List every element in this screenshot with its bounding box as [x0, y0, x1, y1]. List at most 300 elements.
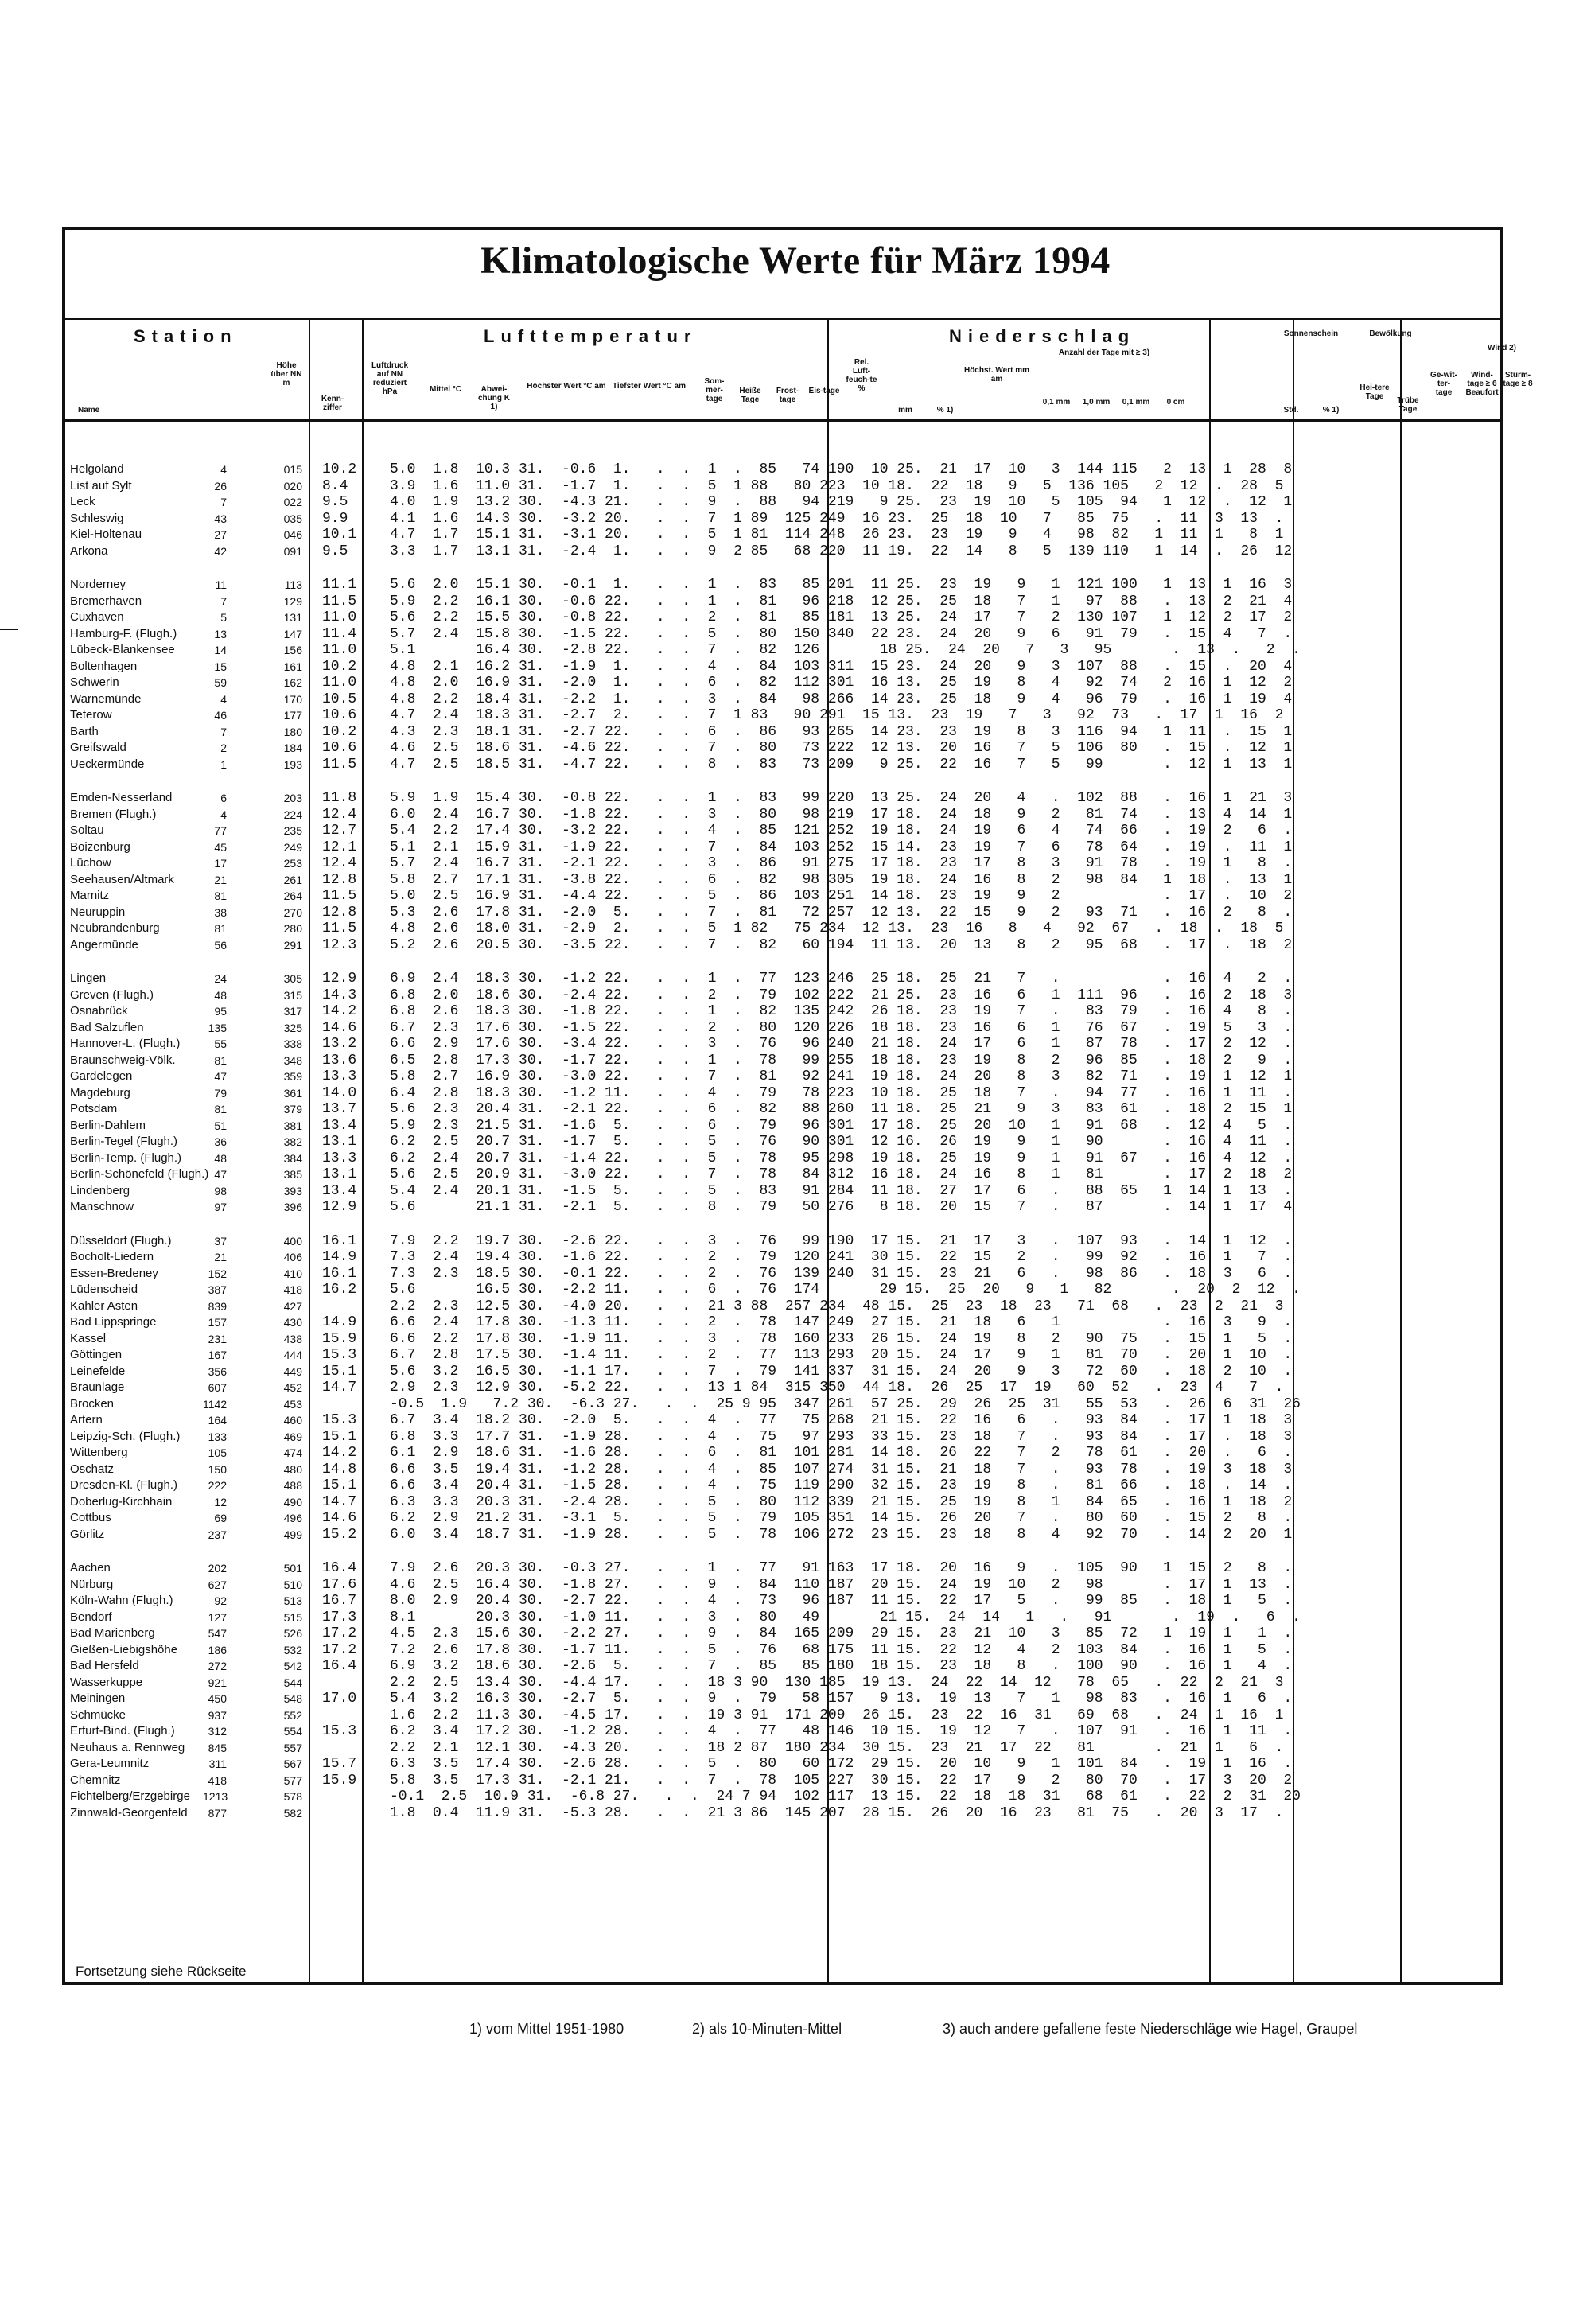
station-height: 4: [220, 692, 227, 706]
pressure-value: 13.1: [322, 1166, 357, 1182]
station-code: 544: [283, 1676, 302, 1689]
table-row: [0, 1477, 1591, 1494]
station-name: Manschnow: [70, 1200, 134, 1213]
station-height: 51: [214, 1119, 227, 1132]
station-height: 36: [214, 1135, 227, 1148]
station-name: Neuruppin: [70, 905, 126, 919]
station-height: 13: [214, 627, 227, 640]
station-height: 21: [214, 1251, 227, 1263]
station-height: 937: [208, 1708, 227, 1722]
station-height: 81: [214, 890, 227, 902]
station-height: 98: [214, 1184, 227, 1197]
station-code: 147: [283, 627, 302, 640]
climate-values: 5.1 16.4 30. -2.8 22. . . 7 . 82 126 18 25. 24 20 7 3 95 . 13 . 2 .: [390, 642, 1301, 658]
pressure-value: 9.9: [322, 510, 348, 527]
station-name: Bremen (Flugh.): [70, 807, 157, 821]
pressure-value: 15.1: [322, 1477, 357, 1493]
table-row: [0, 1233, 1591, 1250]
station-name: Braunschweig-Völk.: [70, 1053, 176, 1067]
header-nied-pct: % 1): [936, 406, 954, 415]
pressure-value: 14.7: [322, 1380, 357, 1396]
station-group: [0, 971, 1591, 1216]
station-height: 1142: [203, 1397, 228, 1411]
station-code: 552: [283, 1708, 302, 1722]
pressure-value: 10.6: [322, 740, 357, 756]
table-row: [0, 1707, 1591, 1724]
table-row: [0, 1282, 1591, 1298]
station-name: Bremerhaven: [70, 594, 142, 608]
station-code: 490: [283, 1495, 302, 1508]
station-name: Berlin-Schönefeld (Flugh.): [70, 1167, 209, 1181]
pressure-value: 16.1: [322, 1232, 357, 1249]
table-row: [0, 1462, 1591, 1478]
table-row: [0, 971, 1591, 987]
climate-values: 2.2 2.3 12.5 30. -4.0 20. . . 21 3 88 257 234 48 15. 25 23 18 23 71 68 . 23 2 21 3: [390, 1298, 1284, 1314]
station-height: 272: [208, 1660, 227, 1672]
page-title: Klimatologische Werte für März 1994: [480, 239, 1111, 282]
climate-values: 5.8 2.7 16.9 30. -3.0 22. . . 7 . 81 92 241 19 18. 24 20 8 3 82 71 . 19 1 12 1: [390, 1069, 1293, 1084]
pressure-value: 13.6: [322, 1052, 357, 1069]
climate-values: 5.7 2.4 16.7 31. -2.1 22. . . 3 . 86 91 275 17 18. 23 17 8 3 91 78 . 19 1 8 .: [390, 855, 1293, 871]
climate-values: 5.8 2.7 17.1 31. -3.8 22. . . 6 . 82 98 305 19 18. 24 16 8 2 98 84 1 18 . 13 1: [390, 871, 1293, 888]
station-height: 2: [220, 742, 227, 754]
climate-values: 6.0 2.4 16.7 30. -1.8 22. . . 3 . 80 98 219 17 18. 24 18 9 2 81 74 . 13 4 14 1: [390, 806, 1293, 823]
table-row: [0, 1691, 1591, 1707]
station-name: Gießen-Liebigshöhe: [70, 1642, 178, 1656]
station-code: 280: [283, 922, 302, 935]
station-code: 170: [283, 692, 302, 706]
pressure-value: 13.1: [322, 1134, 357, 1150]
header-sturmtage: Sturm-tage ≥ 8: [1503, 371, 1533, 388]
station-group: [0, 461, 1591, 559]
station-name: Göttingen: [70, 1348, 123, 1361]
footnote-2: 2) als 10-Minuten-Mittel: [692, 2021, 842, 2037]
station-height: 27: [214, 528, 227, 541]
header-luftdruck: Luftdruck auf NN reduziert hPa: [371, 361, 409, 396]
station-height: 48: [214, 988, 227, 1002]
climate-values: 4.1 1.6 14.3 30. -3.2 20. . . 7 1 89 125 249 16 23. 25 18 10 7 85 75 . 11 3 13 .: [390, 510, 1284, 527]
table-row: [0, 757, 1591, 773]
station-code: 557: [283, 1741, 302, 1754]
table-row: [0, 1085, 1591, 1102]
station-height: 6: [220, 792, 227, 804]
header-nied-mm: mm: [898, 406, 912, 415]
table-row: [0, 1166, 1591, 1183]
station-height: 222: [208, 1479, 227, 1492]
table-row: [0, 1101, 1591, 1118]
pressure-value: 11.0: [322, 675, 357, 691]
pressure-value: 17.6: [322, 1576, 357, 1593]
header-std: Std.: [1283, 406, 1299, 415]
table-row: [0, 691, 1591, 708]
station-height: 152: [208, 1267, 227, 1280]
table-row: [0, 1412, 1591, 1429]
table-row: [0, 1577, 1591, 1594]
station-name: Warnemünde: [70, 691, 142, 706]
station-code: 235: [283, 824, 302, 837]
climate-values: 6.8 3.3 17.7 31. -1.9 28. . . 4 . 75 97 293 33 15. 23 18 7 . 93 84 . 17 . 18 3: [390, 1428, 1293, 1445]
station-name: Wasserkuppe: [70, 1675, 143, 1689]
station-rows: [0, 461, 1591, 1839]
station-height: 43: [214, 512, 227, 525]
station-name: Cottbus: [70, 1511, 111, 1524]
table-row: [0, 577, 1591, 594]
pressure-value: 15.2: [322, 1526, 357, 1543]
station-code: 161: [283, 660, 302, 673]
footnote-1: 1) vom Mittel 1951-1980: [469, 2021, 624, 2037]
table-row: [0, 724, 1591, 741]
pressure-value: 12.1: [322, 839, 357, 855]
station-name: Neuhaus a. Rennweg: [70, 1740, 185, 1754]
station-name: Berlin-Temp. (Flugh.): [70, 1150, 182, 1165]
climate-values: 5.9 1.9 15.4 30. -0.8 22. . . 1 . 83 99 220 13 25. 24 20 4 . 102 88 . 16 1 21 3: [390, 790, 1293, 806]
header-sonne-pct: % 1): [1322, 406, 1340, 415]
table-row: [0, 823, 1591, 839]
climate-values: 6.2 2.5 20.7 31. -1.7 5. . . 5 . 76 90 301 12 16. 26 19 9 1 90 . 16 4 11 .: [390, 1134, 1293, 1150]
station-code: 203: [283, 792, 302, 804]
station-height: 4: [220, 808, 227, 821]
climate-values: 4.6 2.5 16.4 30. -1.8 27. . . 9 . 84 110 187 20 15. 24 19 10 2 98 . 17 1 13 .: [390, 1576, 1293, 1593]
station-code: 131: [283, 611, 302, 624]
station-height: 150: [208, 1462, 227, 1476]
climate-values: 5.4 3.2 16.3 30. -2.7 5. . . 9 . 79 58 157 9 13. 19 13 7 1 98 83 . 16 1 6 .: [390, 1691, 1293, 1707]
climate-values: 5.6 2.2 15.5 30. -0.8 22. . . 2 . 81 85 181 13 25. 24 17 7 2 130 107 1 12 2 17 2: [390, 609, 1293, 625]
climate-values: 6.1 2.9 18.6 31. -1.6 28. . . 6 . 81 101 281 14 18. 26 22 7 2 78 61 . 20 . 6 .: [390, 1445, 1293, 1461]
climate-values: 7.2 2.6 17.8 30. -1.7 11. . . 5 . 76 68 175 11 15. 22 12 4 2 103 84 . 16 1 5 .: [390, 1641, 1293, 1658]
station-name: Lindenberg: [70, 1183, 130, 1197]
climate-values: 6.6 3.4 20.4 31. -1.5 28. . . 4 . 75 119 290 32 15. 23 19 8 . 81 66 . 18 . 14 .: [390, 1477, 1293, 1493]
station-code: 526: [283, 1627, 302, 1640]
table-row: [0, 609, 1591, 626]
climate-values: 5.7 2.4 15.8 30. -1.5 22. . . 5 . 80 150 340 22 23. 24 20 9 6 91 79 . 15 4 7 .: [390, 625, 1293, 642]
pressure-value: 12.9: [322, 1199, 357, 1215]
station-name: Cuxhaven: [70, 610, 124, 624]
pressure-value: 15.3: [322, 1347, 357, 1363]
station-code: 449: [283, 1364, 302, 1378]
station-name: Gardelegen: [70, 1069, 133, 1083]
station-name: Chemnitz: [70, 1773, 121, 1787]
station-height: 627: [208, 1578, 227, 1591]
station-code: 499: [283, 1528, 302, 1541]
table-row: [0, 1069, 1591, 1085]
station-height: 7: [220, 594, 227, 608]
station-name: Magdeburg: [70, 1085, 130, 1100]
station-name: Meiningen: [70, 1691, 126, 1705]
table-row: [0, 494, 1591, 511]
climate-values: 8.0 2.9 20.4 30. -2.7 22. . . 4 . 73 96 187 11 15. 22 17 5 . 99 85 . 18 1 5 .: [390, 1593, 1293, 1609]
header-hoechst-wert: Höchst. Wert mm am: [963, 366, 1030, 383]
pressure-value: 8.4: [322, 477, 348, 494]
station-height: 77: [214, 824, 227, 837]
table-row: [0, 1036, 1591, 1053]
station-name: Braunlage: [70, 1380, 125, 1394]
station-name: Barth: [70, 724, 99, 738]
pressure-value: 14.0: [322, 1084, 357, 1101]
station-code: 469: [283, 1430, 302, 1443]
pressure-value: 16.1: [322, 1265, 357, 1282]
table-row: [0, 937, 1591, 954]
table-row: [0, 1494, 1591, 1511]
station-name: Erfurt-Bind. (Flugh.): [70, 1724, 175, 1738]
station-group: [0, 577, 1591, 773]
station-name: Potsdam: [70, 1102, 118, 1115]
table-row: [0, 626, 1591, 643]
climate-values: 6.6 3.5 19.4 31. -1.2 28. . . 4 . 85 107 274 31 15. 21 18 7 . 93 78 . 19 3 18 3: [390, 1461, 1293, 1477]
station-name: Lübeck-Blankensee: [70, 643, 175, 656]
station-name: Leck: [70, 495, 95, 508]
station-height: 547: [208, 1627, 227, 1640]
station-height: 7: [220, 496, 227, 508]
station-code: 325: [283, 1021, 302, 1034]
station-name: Seehausen/Altmark: [70, 872, 174, 886]
pressure-value: 14.8: [322, 1461, 357, 1477]
pressure-value: 11.5: [322, 756, 357, 773]
pressure-value: 14.3: [322, 987, 357, 1003]
table-row: [0, 839, 1591, 856]
pressure-value: 12.8: [322, 871, 357, 888]
table-row: [0, 1020, 1591, 1037]
station-height: 167: [208, 1349, 227, 1361]
table-row: [0, 872, 1591, 889]
climate-values: 5.2 2.6 20.5 30. -3.5 22. . . 7 . 82 60 194 11 13. 20 13 8 2 95 68 . 17 . 18 2: [390, 936, 1293, 953]
table-row: [0, 888, 1591, 905]
station-code: 385: [283, 1168, 302, 1181]
station-height: 237: [208, 1528, 227, 1541]
station-code: 582: [283, 1806, 302, 1820]
climate-values: 5.4 2.4 20.1 31. -1.5 5. . . 5 . 83 91 284 11 18. 27 17 6 . 88 65 1 14 1 13 .: [390, 1182, 1293, 1199]
station-code: 400: [283, 1234, 302, 1248]
station-name: Kiel-Holtenau: [70, 527, 142, 541]
pressure-value: 15.3: [322, 1412, 357, 1428]
table-row: [0, 1510, 1591, 1527]
climate-values: 6.9 2.4 18.3 30. -1.2 22. . . 1 . 77 123 246 25 18. 25 21 7 . . 16 4 2 .: [390, 971, 1293, 987]
table-row: [0, 1183, 1591, 1200]
climate-values: 5.8 3.5 17.3 31. -2.1 21. . . 7 . 78 105 227 30 15. 22 17 9 2 80 70 . 17 3 20 2: [390, 1772, 1293, 1789]
station-name: Bendorf: [70, 1610, 112, 1624]
climate-values: 6.7 2.3 17.6 30. -1.5 22. . . 2 . 80 120 226 18 18. 23 16 6 1 76 67 . 19 5 3 .: [390, 1019, 1293, 1036]
station-name: Osnabrück: [70, 1004, 128, 1018]
station-name: Berlin-Tegel (Flugh.): [70, 1135, 178, 1148]
station-code: 418: [283, 1283, 302, 1296]
climate-values: 6.6 2.2 17.8 30. -1.9 11. . . 3 . 78 160 233 26 15. 24 19 8 2 90 75 . 15 1 5 .: [390, 1330, 1293, 1347]
header-niederschlag: Niederschlag: [949, 326, 1136, 346]
header-name: Name: [78, 406, 100, 415]
station-code: 046: [283, 528, 302, 541]
table-row: [0, 527, 1591, 543]
station-code: 396: [283, 1201, 302, 1213]
pressure-value: 9.5: [322, 494, 348, 510]
station-name: Angermünde: [70, 937, 138, 952]
pressure-value: 10.2: [322, 723, 357, 740]
table-row: [0, 707, 1591, 724]
station-code: 515: [283, 1610, 302, 1624]
station-code: 513: [283, 1594, 302, 1607]
station-height: 4: [220, 463, 227, 476]
station-name: Wittenberg: [70, 1446, 128, 1459]
climate-values: 6.6 2.4 17.8 30. -1.3 11. . . 2 . 78 147 249 27 15. 21 18 6 1 . 16 3 9 .: [390, 1314, 1293, 1330]
station-height: 21: [214, 873, 227, 886]
pressure-value: 16.7: [322, 1593, 357, 1609]
climate-values: 4.7 2.4 18.3 31. -2.7 2. . . 7 1 83 90 291 15 13. 23 19 7 3 92 73 . 17 1 16 2: [390, 707, 1284, 723]
station-name: Teterow: [70, 708, 112, 722]
station-height: 11: [215, 578, 227, 591]
station-name: Arkona: [70, 543, 108, 558]
table-row: [0, 1429, 1591, 1446]
climate-values: 7.3 2.3 18.5 30. -0.1 22. . . 2 . 76 139 240 31 15. 23 21 6 . 98 86 . 18 3 6 .: [390, 1265, 1293, 1282]
station-code: 474: [283, 1446, 302, 1459]
station-name: Ueckermünde: [70, 757, 145, 771]
climate-values: 5.4 2.2 17.4 30. -3.2 22. . . 4 . 85 121 252 19 18. 24 19 6 4 74 66 . 19 2 6 .: [390, 823, 1293, 839]
header-abweichung: Abwei-chung K 1): [478, 385, 510, 411]
climate-values: 5.6 3.2 16.5 30. -1.1 17. . . 7 . 79 141 337 31 15. 24 20 9 3 72 60 . 18 2 10 .: [390, 1363, 1293, 1380]
pressure-value: 11.4: [322, 625, 357, 642]
pressure-value: 11.8: [322, 790, 357, 806]
pressure-value: 15.9: [322, 1772, 357, 1789]
table-row: [0, 1347, 1591, 1364]
station-height: 26: [214, 479, 227, 492]
station-name: Oschatz: [70, 1462, 115, 1476]
station-height: 97: [214, 1201, 227, 1213]
climate-values: 5.6 2.0 15.1 30. -0.1 1. . . 1 . 83 85 201 11 25. 23 19 9 1 121 100 1 13 1 16 3: [390, 577, 1293, 593]
station-code: 184: [283, 742, 302, 754]
station-name: Görlitz: [70, 1527, 105, 1541]
climate-values: 6.3 3.3 20.3 31. -2.4 28. . . 5 . 80 112 339 21 15. 25 19 8 1 84 65 . 16 1 18 2: [390, 1493, 1293, 1510]
station-code: 193: [283, 757, 302, 771]
station-code: 532: [283, 1643, 302, 1656]
station-code: 577: [283, 1773, 302, 1787]
station-height: 17: [214, 857, 227, 870]
climate-values: 1.6 2.2 11.3 30. -4.5 17. . . 19 3 91 171 209 26 15. 23 22 16 31 69 68 . 24 1 16 1: [390, 1707, 1284, 1723]
station-height: 607: [208, 1381, 227, 1394]
pressure-value: 11.5: [322, 593, 357, 609]
table-row: [0, 1053, 1591, 1069]
station-code: 438: [283, 1332, 302, 1345]
pressure-value: 13.4: [322, 1182, 357, 1199]
station-group: [0, 790, 1591, 953]
pressure-value: 15.7: [322, 1756, 357, 1772]
station-height: 55: [214, 1037, 227, 1050]
station-code: 315: [283, 988, 302, 1002]
header-frosttage: Frost-tage: [776, 387, 799, 404]
station-height: 202: [208, 1562, 227, 1575]
climate-values: 5.6 2.5 20.9 31. -3.0 22. . . 7 . 78 84 312 16 18. 24 16 8 1 81 . 17 2 18 2: [390, 1166, 1293, 1182]
station-code: 317: [283, 1005, 302, 1018]
station-height: 450: [208, 1692, 227, 1705]
station-height: 127: [208, 1610, 227, 1624]
station-name: Zinnwald-Georgenfeld: [70, 1805, 188, 1820]
table-row: [0, 1445, 1591, 1462]
station-code: 567: [283, 1758, 302, 1770]
station-name: Neubrandenburg: [70, 921, 160, 935]
station-height: 387: [208, 1283, 227, 1296]
table-row: [0, 1740, 1591, 1757]
station-name: Marnitz: [70, 889, 110, 902]
table-row: [0, 905, 1591, 921]
pressure-value: 15.1: [322, 1428, 357, 1445]
station-name: Soltau: [70, 823, 104, 837]
table-row: [0, 543, 1591, 560]
station-height: 24: [214, 972, 227, 985]
table-row: [0, 461, 1591, 478]
pressure-value: 11.1: [322, 577, 357, 593]
header-mittel: Mittel °C: [429, 385, 462, 394]
station-name: Lüchow: [70, 856, 111, 870]
climate-values: 4.3 2.3 18.1 31. -2.7 22. . . 6 . 86 93 265 14 23. 23 19 8 3 116 94 1 11 . 15 1: [390, 723, 1293, 740]
station-code: 113: [284, 578, 302, 591]
station-name: Leipzig-Sch. (Flugh.): [70, 1429, 181, 1443]
station-name: Hamburg-F. (Flugh.): [70, 626, 177, 640]
station-code: 022: [283, 496, 302, 508]
header-kennziffer: Kenn-ziffer: [321, 395, 344, 412]
header-truebe: Trübe Tage: [1397, 396, 1419, 414]
pressure-value: 14.2: [322, 1003, 357, 1019]
table-row: [0, 675, 1591, 691]
station-code: 393: [283, 1184, 302, 1197]
climate-values: 6.0 3.4 18.7 31. -1.9 28. . . 5 . 78 106 272 23 15. 23 18 8 4 92 70 . 14 2 20 1: [390, 1526, 1293, 1543]
pressure-value: 12.7: [322, 823, 357, 839]
station-name: Kassel: [70, 1331, 107, 1345]
station-code: 427: [283, 1299, 302, 1313]
station-height: 921: [208, 1676, 227, 1689]
table-row: [0, 1560, 1591, 1577]
table-row: [0, 511, 1591, 527]
station-name: Helgoland: [70, 462, 124, 476]
station-code: 129: [283, 594, 302, 608]
header-wind: Wind 2): [1487, 344, 1516, 352]
climate-values: 4.8 2.2 18.4 31. -2.2 1. . . 3 . 84 98 266 14 23. 25 18 9 4 96 79 . 16 1 19 4: [390, 691, 1293, 707]
climate-values: 5.0 1.8 10.3 31. -0.6 1. . . 1 . 85 74 190 10 25. 21 17 10 3 144 115 2 13 1 28 8: [390, 461, 1293, 477]
climate-values: 4.0 1.9 13.2 30. -4.3 21. . . 9 . 88 94 219 9 25. 23 19 10 5 105 94 1 12 . 12 1: [390, 494, 1293, 510]
climate-values: -0.1 2.5 10.9 31. -6.8 27. . . 24 7 94 102 117 13 15. 22 18 18 31 68 61 . 22 2 31 20: [390, 1789, 1301, 1804]
station-name: Bad Hersfeld: [70, 1659, 139, 1672]
pressure-value: 14.7: [322, 1493, 357, 1510]
station-height: 59: [214, 676, 227, 689]
table-row: [0, 1003, 1591, 1020]
station-code: 501: [283, 1562, 302, 1575]
station-code: 488: [283, 1479, 302, 1492]
climate-values: 6.2 3.4 17.2 30. -1.2 28. . . 4 . 77 48 146 10 15. 19 12 7 . 107 91 . 16 1 11 .: [390, 1723, 1293, 1739]
station-name: Dresden-Kl. (Flugh.): [70, 1478, 178, 1492]
station-height: 95: [214, 1005, 227, 1018]
station-code: 180: [283, 725, 302, 738]
station-code: 015: [283, 463, 302, 476]
station-name: Essen-Bredeney: [70, 1266, 158, 1280]
table-row: [0, 1610, 1591, 1626]
pressure-value: 14.2: [322, 1445, 357, 1461]
table-row: [0, 1380, 1591, 1396]
station-name: Norderney: [70, 578, 126, 591]
table-row: [0, 807, 1591, 823]
station-code: 496: [283, 1512, 302, 1524]
climate-values: 6.2 2.9 21.2 31. -3.1 5. . . 5 . 79 105 351 14 15. 26 20 7 . 80 60 . 15 2 8 .: [390, 1510, 1293, 1526]
station-code: 453: [283, 1397, 302, 1411]
station-code: 035: [283, 512, 302, 525]
header-heisse-tage: Heiße Tage: [739, 387, 761, 404]
header-lufttemperatur: Lufttemperatur: [484, 326, 698, 346]
table-row: [0, 1150, 1591, 1167]
table-row: [0, 1266, 1591, 1283]
station-name: Doberlug-Kirchhain: [70, 1494, 173, 1508]
pressure-value: 15.3: [322, 1723, 357, 1739]
station-code: 510: [283, 1578, 302, 1591]
station-code: 162: [283, 676, 302, 689]
climate-values: 6.8 2.6 18.3 30. -1.8 22. . . 1 . 82 135 242 26 18. 23 19 7 . 83 79 . 16 4 8 .: [390, 1003, 1293, 1019]
station-group: [0, 1560, 1591, 1821]
station-name: Bad Salzuflen: [70, 1020, 144, 1034]
pressure-value: 15.9: [322, 1330, 357, 1347]
station-code: 430: [283, 1316, 302, 1329]
pressure-value: 14.6: [322, 1019, 357, 1036]
